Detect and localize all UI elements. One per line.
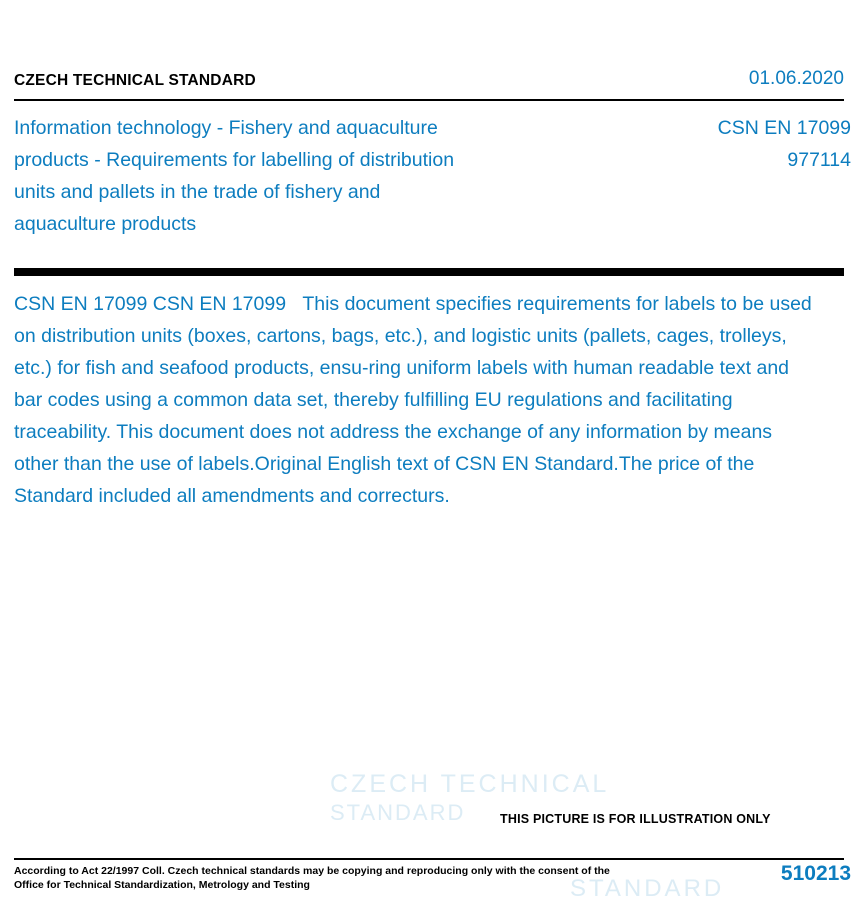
watermark-text-1: CZECH TECHNICAL [330,770,610,798]
document-header [14,68,844,98]
standard-title-line-3: units and pallets in the trade of fishery and [14,181,381,203]
abstract-body: This document specifies requirements for labels to be used on distribution units (boxes, cartons, bags, etc.), and logistic units (pallets, cages, trolleys, etc.) for fish and seafood products, ensu-ring uniform labels with human readable text and bar codes using a common data set, thereby fulfilling EU regulations and facilitating traceability. This document does not address the exchange of any information by means other than the use of labels.Original English text of CSN EN Standard.The price of the Standard included all amendments and correcturs. [14,293,812,507]
order-number: 510213 [780,862,851,885]
standard-designation [551,112,851,176]
standard-code: CSN EN 17099 [717,117,851,139]
publication-date: 01.06.2020 [748,68,844,89]
classification-number: 977114 [787,149,851,171]
watermark-text-2: STANDARD [330,800,466,825]
illustration-disclaimer: THIS PICTURE IS FOR ILLUSTRATION ONLY [500,812,771,826]
abstract-text [14,288,814,512]
title-divider [14,268,844,276]
abstract-lead: CSN EN 17099 CSN EN 17099 [14,293,287,315]
standard-type-label: CZECH TECHNICAL STANDARD [14,72,256,89]
standard-title-line-4: aquaculture products [14,213,197,235]
header-divider [14,99,844,101]
standard-title-line-2: products - Requirements for labelling of distribution [14,149,455,171]
watermark-text-3: STANDARD [570,875,725,902]
copyright-notice: According to Act 22/1997 Coll. Czech technical standards may be copying and reproducing only with the consent of the Office for Technical Standardization, Metrology and Testing [14,865,610,891]
standard-title-line-1: Information technology - Fishery and aquaculture [14,117,438,139]
standard-title [14,112,534,240]
footer-divider [14,858,844,860]
